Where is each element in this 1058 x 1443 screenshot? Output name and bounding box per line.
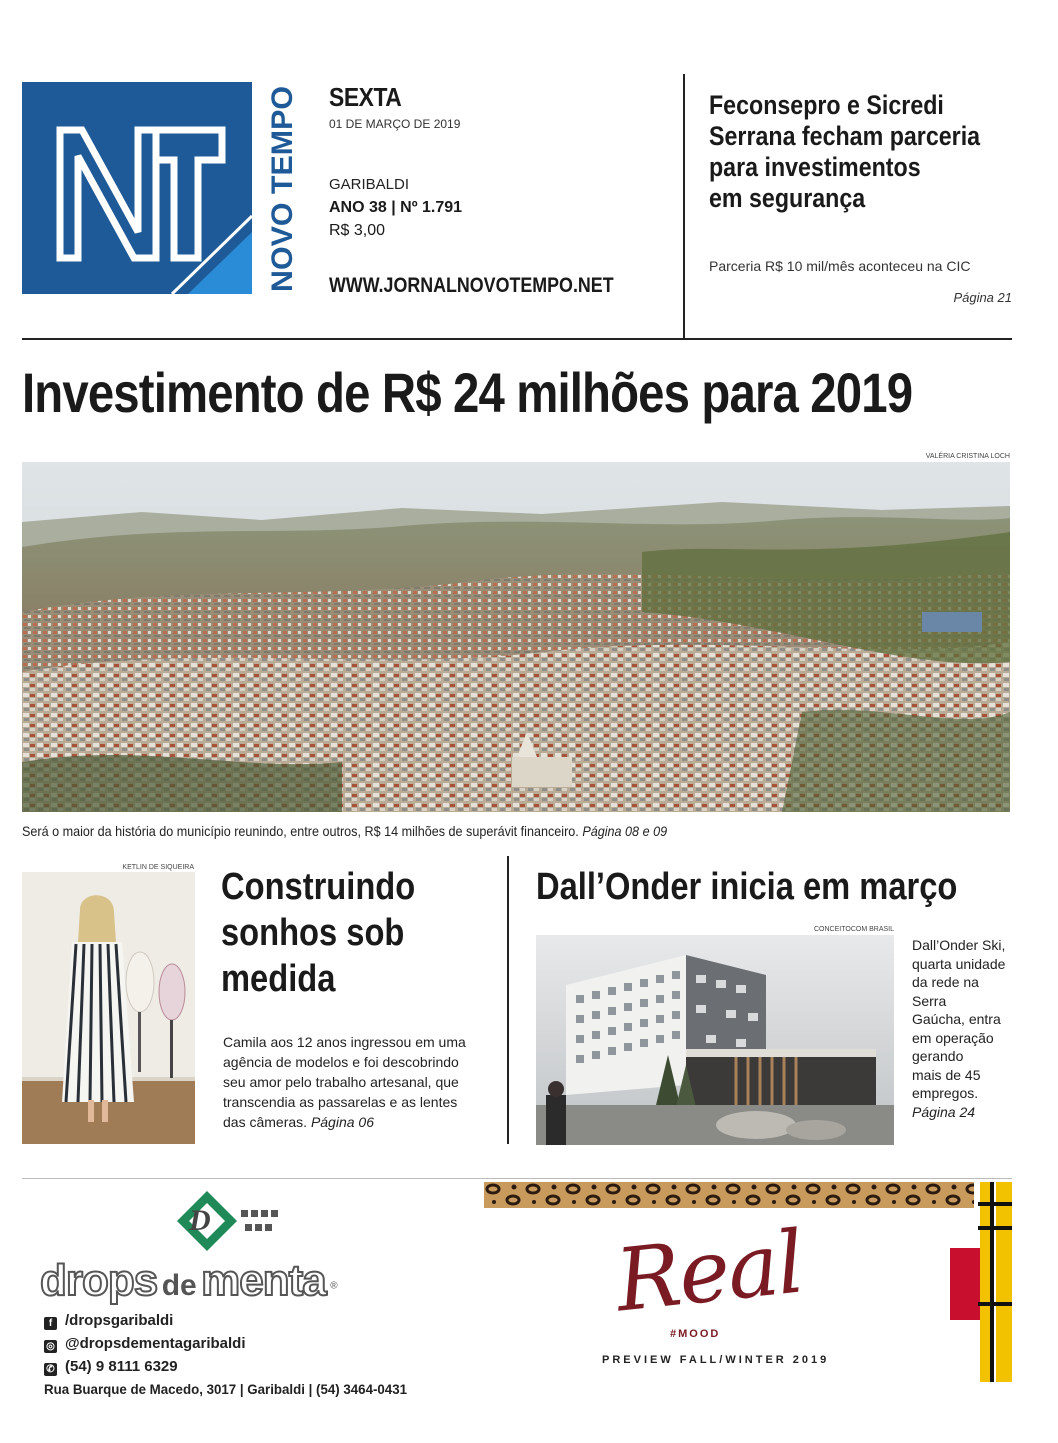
masthead-bottom-rule — [22, 338, 1012, 340]
facebook-line[interactable] — [44, 1312, 173, 1330]
edition-price: R$ 3,00 — [329, 222, 386, 239]
story3-page-ref[interactable]: Página 24 — [912, 1103, 976, 1120]
story2-title-line: medida — [221, 958, 336, 1000]
registered-mark: ® — [330, 1280, 338, 1292]
whatsapp-icon: ✆ — [44, 1363, 57, 1376]
story3-summary — [912, 936, 1012, 1121]
main-caption-page-ref[interactable]: Página 08 e 09 — [582, 823, 668, 839]
side-headline-line: Feconsepro e Sicredi — [709, 90, 944, 120]
edition-city: GARIBALDI — [329, 176, 410, 193]
story2-summary — [223, 1032, 479, 1132]
collection-tagline: PREVIEW FALL/WINTER 2019 — [602, 1354, 830, 1366]
story2-page-ref[interactable]: Página 06 — [310, 1114, 374, 1130]
hotel-rendering-photo — [536, 935, 894, 1145]
store-address: Rua Buarque de Macedo, 3017 | Garibaldi | (54) 3464-0431 — [44, 1381, 408, 1397]
instagram-icon: ◎ — [44, 1340, 57, 1353]
instagram-line[interactable] — [44, 1335, 246, 1353]
edition-date: 01 DE MARÇO DE 2019 — [329, 117, 461, 131]
story3-text-line: empregos. — [912, 1085, 979, 1101]
masthead-divider — [683, 74, 685, 338]
drops-de-menta-ad[interactable] — [22, 1182, 480, 1397]
real-script-logo: Real — [611, 1212, 808, 1332]
story3-text-line: gerando — [912, 1048, 964, 1064]
story3-text-line: em operação — [912, 1029, 994, 1046]
side-story-summary: Parceria R$ 10 mil/mês aconteceu na CIC — [709, 258, 971, 274]
brand-word-de: de — [161, 1269, 197, 1302]
newspaper-logo — [22, 82, 252, 294]
brand-word-menta: menta — [201, 1256, 326, 1305]
side-headline-line: para investimentos — [709, 152, 921, 182]
brand-name-vertical — [262, 82, 298, 294]
edition-number: ANO 38 | Nº 1.791 — [329, 199, 463, 216]
story3-text-line: da rede na Serra — [912, 974, 979, 1009]
main-headline[interactable]: Investimento de R$ 24 milhões para 2019 — [22, 361, 913, 424]
story3-text-line: quarta unidade — [912, 955, 1006, 972]
side-headline-line: Serrana fecham parceria — [709, 121, 981, 151]
facebook-icon: f — [44, 1317, 57, 1330]
story2-summary-text: Camila aos 12 anos ingressou em uma agência de modelos e foi descobrindo seu amor pelo trabalho artesanal, que transcendia as passarelas e as lentes das câmeras. — [223, 1034, 466, 1130]
main-photo-caption — [22, 823, 667, 839]
story2-title[interactable] — [221, 864, 453, 1002]
facebook-handle: /dropsgaribaldi — [65, 1312, 174, 1329]
column-divider — [507, 856, 509, 1144]
website-link[interactable]: WWW.JORNALNOVOTEMPO.NET — [329, 274, 614, 297]
story3-text-line: mais de 45 — [912, 1066, 981, 1083]
story3-text-line: Dall’Onder Ski, — [912, 937, 1006, 953]
instagram-handle: @dropsdementagaribaldi — [65, 1335, 246, 1352]
drops-logo-icon — [167, 1186, 287, 1256]
whatsapp-line[interactable] — [44, 1358, 178, 1376]
brand-word-drops: drops — [40, 1256, 158, 1305]
story2-title-line: Construindo — [221, 866, 416, 908]
story3-title[interactable]: Dall’Onder inicia em março — [536, 866, 958, 908]
main-photo-credit: VALÉRIA CRISTINA LOCH — [925, 453, 1010, 460]
ads-top-rule — [22, 1178, 1012, 1179]
designer-portrait-photo — [22, 872, 195, 1144]
main-caption-text: Será o maior da história do município reunindo, entre outros, R$ 14 milhões de superávit financeiro. — [22, 823, 579, 839]
city-aerial-photo — [22, 462, 1010, 812]
story3-text-line: Gaúcha, entra — [912, 1011, 1001, 1027]
story2-photo-credit: KETLIN DE SIQUEIRA — [122, 864, 194, 871]
story3-photo-credit: CONCEITOCOM BRASIL — [814, 926, 894, 933]
side-story-page-ref[interactable]: Página 21 — [953, 290, 1012, 305]
side-story-headline[interactable] — [709, 90, 981, 214]
brand-name-text: NOVO TEMPO — [266, 88, 298, 292]
real-mood-ad[interactable] — [484, 1182, 1012, 1382]
story2-title-line: sonhos sob — [221, 912, 405, 954]
edition-day: SEXTA — [329, 82, 402, 112]
drops-brand-wordmark — [40, 1256, 338, 1306]
svg-text:D: D — [189, 1204, 211, 1237]
mood-tag: #MOOD — [670, 1328, 721, 1340]
side-headline-line: em segurança — [709, 183, 866, 213]
whatsapp-number: (54) 9 8111 6329 — [65, 1358, 178, 1375]
